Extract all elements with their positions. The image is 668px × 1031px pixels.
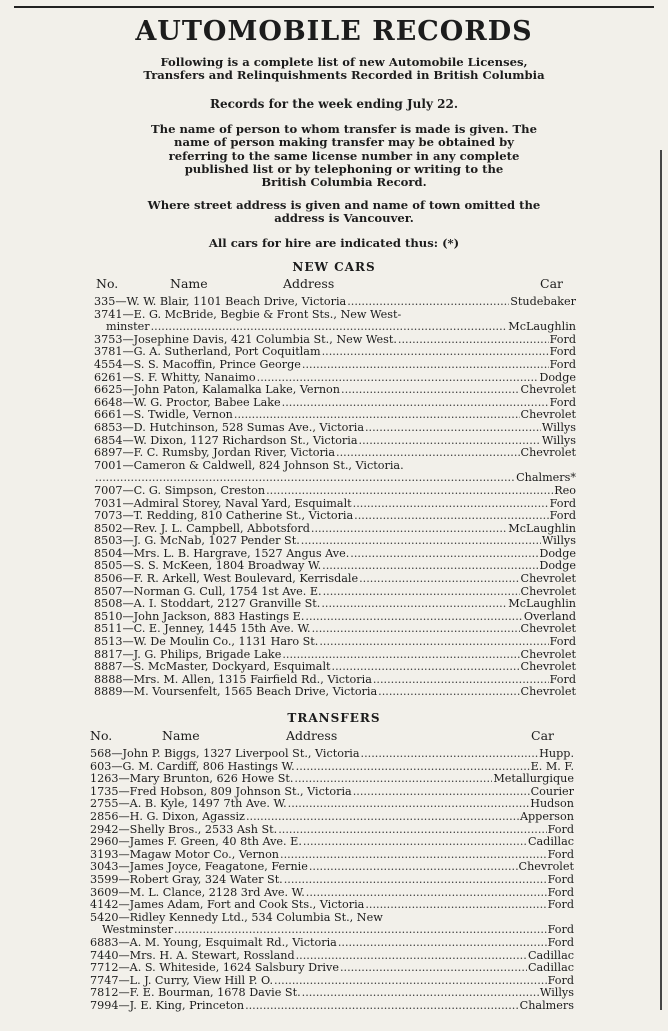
car-make: Willys <box>541 421 576 434</box>
leader-dots <box>280 849 547 862</box>
leader-dots <box>359 573 519 586</box>
note-line: British Columbia Record. <box>261 175 427 190</box>
listing-row <box>90 937 574 950</box>
car-make: Chevrolet <box>520 384 576 397</box>
listing-row <box>94 296 576 309</box>
listing-row <box>94 649 576 662</box>
entry-text: 6853—D. Hutchinson, 528 Sumas Ave., Victoria <box>94 421 364 434</box>
entry-text: 6261—S. F. Whitty, Nanaimo <box>94 371 256 384</box>
listing-row <box>94 409 576 422</box>
entry-text: 7001—Cameron & Caldwell, 824 Johnson St., Victoria. <box>94 459 404 472</box>
note-line: referring to the same license number in any complete <box>168 148 520 163</box>
listing-row <box>94 472 576 485</box>
leader-dots <box>296 761 530 774</box>
listing-row <box>90 761 574 774</box>
leader-dots <box>336 447 519 460</box>
entry-text: 7007—C. G. Simpson, Creston <box>94 484 266 497</box>
intro-paragraph <box>92 56 596 83</box>
car-make: Ford <box>549 396 576 409</box>
entry-text: 1735—Fred Hobson, 809 Johnson St., Victoria <box>90 785 352 798</box>
column-rule <box>660 150 662 1010</box>
car-make: Chevrolet <box>520 686 576 699</box>
car-make: Reo <box>554 484 576 497</box>
leader-dots <box>301 535 541 548</box>
listing-row <box>90 874 574 887</box>
leader-dots <box>365 899 546 912</box>
car-make: Ford <box>547 924 574 937</box>
listing-row <box>94 359 576 372</box>
entry-text: 8506—F. R. Arkell, West Boulevard, Kerrisdale <box>94 573 359 586</box>
leader-dots <box>284 874 547 887</box>
entry-text: 8889—M. Voursenfelt, 1565 Beach Drive, Victoria <box>94 686 378 699</box>
leader-dots <box>305 611 523 624</box>
car-make: McLaughlin <box>508 598 576 611</box>
leader-dots <box>322 560 538 573</box>
car-make: Ford <box>547 974 574 987</box>
leader-dots <box>311 523 507 536</box>
leader-dots <box>257 372 539 385</box>
leader-dots <box>322 346 549 359</box>
note-line: The name of person to whom transfer is made is given. The <box>151 122 537 136</box>
listing-row <box>94 623 576 636</box>
entry-text: 603—G. M. Cardiff, 806 Hastings W. <box>90 760 295 773</box>
entry-text: 8503—J. G. McNab, 1027 Pender St. <box>94 535 300 548</box>
leader-dots <box>151 321 508 334</box>
entry-text: 3609—M. L. Clance, 2128 3rd Ave. W. <box>90 886 305 899</box>
entry-text: 7994—J. E. King, Princeton <box>90 999 245 1012</box>
leader-dots <box>95 472 515 485</box>
listing-row <box>94 573 576 586</box>
intro-line: Following is a complete list of new Automobile Licenses, <box>160 55 528 69</box>
entry-text: 8887—S. McMaster, Dockyard, Esquimalt <box>94 661 331 674</box>
leader-dots <box>282 649 519 662</box>
street-note <box>92 199 596 226</box>
new-cars-title: NEW CARS <box>292 260 376 274</box>
transfers-list <box>90 748 574 1012</box>
entry-text: 3781—G. A. Sutherland, Port Coquitlam <box>94 346 321 359</box>
intro-line: Transfers and Relinquishments Recorded in British Columbia <box>143 68 545 83</box>
entry-text: 5420—Ridley Kennedy Ltd., 534 Columbia St., New <box>90 911 383 924</box>
leader-dots <box>323 586 520 599</box>
car-make: Ford <box>549 358 576 371</box>
listing-row <box>94 372 576 385</box>
car-make: Willys <box>541 535 576 548</box>
column-header-no: No. <box>96 276 119 291</box>
leader-dots <box>332 661 520 674</box>
listing-row <box>94 686 576 699</box>
listing-row <box>94 674 576 687</box>
car-make: Chevrolet <box>518 861 574 874</box>
hire-note: All cars for hire are indicated thus: (*) <box>208 236 460 250</box>
entry-text: 568—John P. Biggs, 1327 Liverpool St., Victoria <box>90 748 360 760</box>
car-make: Ford <box>547 936 574 949</box>
leader-dots <box>274 975 547 988</box>
leader-dots <box>321 598 507 611</box>
leader-dots <box>245 1000 519 1013</box>
car-make: Hupp. <box>539 748 574 760</box>
entry-text: 4142—James Adam, Fort and Cook Sts., Victoria <box>90 899 365 912</box>
entry-text: minster <box>106 321 150 334</box>
entry-text: 3599—Robert Gray, 324 Water St. <box>90 873 283 886</box>
listing-row <box>94 636 576 649</box>
car-make: Ford <box>549 636 576 649</box>
listing-row <box>90 887 574 900</box>
car-make: Chevrolet <box>520 409 576 422</box>
car-make: Cadillac <box>527 836 574 849</box>
car-make: Ford <box>547 848 574 861</box>
listing-row <box>94 422 576 435</box>
listing-row <box>94 510 576 523</box>
leader-dots <box>282 397 549 410</box>
car-make: Ford <box>549 346 576 359</box>
leader-dots <box>361 748 539 761</box>
leader-dots <box>353 786 530 799</box>
listing-row <box>90 798 574 811</box>
entry-text: 2960—James F. Green, 40 8th Ave. E. <box>90 836 302 849</box>
week-heading: Records for the week ending July 22. <box>210 97 458 111</box>
entry-text: 2942—Shelly Bros., 2533 Ash St. <box>90 823 278 836</box>
listing-row <box>94 661 576 674</box>
listing-row <box>94 397 576 410</box>
listing-row <box>94 321 576 334</box>
listing-row <box>94 485 576 498</box>
car-make: Dodge <box>539 560 576 573</box>
car-make: Ford <box>549 333 576 346</box>
entry-text: 3753—Josephine Davis, 421 Columbia St., New West. <box>94 333 397 346</box>
entry-text: Westminster <box>102 924 174 937</box>
column-header-car: Car <box>531 728 554 743</box>
car-make: McLaughlin <box>508 522 576 535</box>
page-title: AUTOMOBILE RECORDS <box>135 16 533 47</box>
listing-row <box>94 523 576 536</box>
car-make: Apperson <box>519 810 574 823</box>
car-make: Studebaker <box>510 296 576 308</box>
listing-row <box>90 912 574 925</box>
entry-text: 8888—Mrs. M. Allen, 1315 Fairfield Rd., Victoria <box>94 673 372 686</box>
leader-dots <box>365 422 541 435</box>
entry-text: 8817—J. G. Philips, Brigade Lake <box>94 648 282 661</box>
leader-dots <box>350 548 538 561</box>
car-make: McLaughlin <box>508 321 576 334</box>
entry-text: 2755—A. B. Kyle, 1497 7th Ave. W. <box>90 798 287 811</box>
car-make: Dodge <box>539 371 576 384</box>
entry-text: 1263—Mary Brunton, 626 Howe St. <box>90 773 294 786</box>
car-make: E. M. F. <box>530 760 574 773</box>
entry-text: 7073—T. Redding, 810 Catherine St., Victoria <box>94 510 354 523</box>
car-make: Cadillac <box>527 962 574 975</box>
car-make: Chalmers <box>519 999 574 1012</box>
listing-row <box>94 611 576 624</box>
listing-row <box>90 773 574 786</box>
transfer-note <box>92 123 596 189</box>
car-make: Chevrolet <box>520 585 576 598</box>
leader-dots <box>353 498 549 511</box>
listing-row <box>90 950 574 963</box>
leader-dots <box>288 798 530 811</box>
leader-dots <box>347 296 509 309</box>
listing-row <box>90 849 574 862</box>
column-header-name: Name <box>162 728 200 743</box>
entry-text: 3741—E. G. McBride, Begbie & Front Sts., New West- <box>94 308 402 321</box>
car-make: Courier <box>530 785 574 798</box>
leader-dots <box>319 636 548 649</box>
entry-text: 8511—C. E. Jenney, 1445 15th Ave. W. <box>94 623 311 636</box>
listing-row <box>90 987 574 1000</box>
car-make: Chevrolet <box>520 573 576 586</box>
column-header-address: Address <box>286 728 338 743</box>
leader-dots <box>306 887 547 900</box>
leader-dots <box>246 811 519 824</box>
entry-text: 6661—S. Twidle, Vernon <box>94 409 233 422</box>
leader-dots <box>398 334 549 347</box>
car-make: Chevrolet <box>520 648 576 661</box>
listing-row <box>94 460 576 473</box>
car-make: Overland <box>523 610 576 623</box>
entry-text: 7747—L. J. Curry, View Hill P. O. <box>90 974 274 987</box>
car-make: Ford <box>547 899 574 912</box>
top-rule <box>14 6 654 8</box>
listing-row <box>90 962 574 975</box>
entry-text: 6883—A. M. Young, Esquimalt Rd., Victoria <box>90 936 337 949</box>
listing-row <box>94 334 576 347</box>
car-make: Ford <box>547 886 574 899</box>
leader-dots <box>296 950 527 963</box>
note-line: name of person making transfer may be obtained by <box>174 135 514 150</box>
entry-text: 6897—F. C. Rumsby, Jordan River, Victoria <box>94 447 336 460</box>
car-make: Ford <box>549 497 576 510</box>
entry-text: 8513—W. De Moulin Co., 1131 Haro St. <box>94 636 319 649</box>
new-cars-list <box>94 296 576 699</box>
listing-row <box>90 899 574 912</box>
car-make: Chevrolet <box>520 623 576 636</box>
leader-dots <box>309 861 518 874</box>
leader-dots <box>312 623 520 636</box>
entry-text: 6648—W. G. Proctor, Babee Lake <box>94 396 281 409</box>
listing-row <box>94 346 576 359</box>
note-line: address is Vancouver. <box>274 211 414 226</box>
entry-text: 7031—Admiral Storey, Naval Yard, Esquimalt <box>94 497 352 510</box>
car-make: Cadillac <box>527 949 574 962</box>
listing-row <box>94 586 576 599</box>
entry-text: 7440—Mrs. H. A. Stewart, Rossland <box>90 949 295 962</box>
entry-text: 2856—H. G. Dixon, Agassiz <box>90 810 245 823</box>
listing-row <box>94 309 576 322</box>
car-make: Ford <box>547 873 574 886</box>
car-make: Chalmers* <box>516 472 576 485</box>
listing-row <box>94 598 576 611</box>
entry-text: 7712—A. S. Whiteside, 1624 Salsbury Drive <box>90 962 339 975</box>
leader-dots <box>266 485 553 498</box>
leader-dots <box>340 962 527 975</box>
listing-row <box>94 548 576 561</box>
car-make: Willys <box>541 434 576 447</box>
listing-row <box>90 811 574 824</box>
entry-text: 8508—A. I. Stoddart, 2127 Granville St. <box>94 598 321 611</box>
listing-row <box>94 560 576 573</box>
listing-row <box>90 836 574 849</box>
car-make: Hudson <box>530 798 574 811</box>
car-make: Ford <box>549 673 576 686</box>
entry-text: 3043—James Joyce, Feagatone, Fernie <box>90 861 308 874</box>
listing-row <box>90 975 574 988</box>
listing-row <box>94 447 576 460</box>
car-make: Metallurgique <box>493 773 574 786</box>
entry-text: 8502—Rev. J. L. Campbell, Abbotsford <box>94 522 310 535</box>
leader-dots <box>354 510 548 523</box>
leader-dots <box>303 836 527 849</box>
entry-text: 8507—Norman G. Cull, 1754 1st Ave. E. <box>94 585 322 598</box>
entry-text: 8510—John Jackson, 883 Hastings E. <box>94 610 305 623</box>
car-make: Chevrolet <box>520 447 576 460</box>
entry-text: 6854—W. Dixon, 1127 Richardson St., Victoria <box>94 434 358 447</box>
leader-dots <box>373 674 549 687</box>
listing-row <box>90 924 574 937</box>
leader-dots <box>234 409 520 422</box>
column-header-car: Car <box>540 276 563 291</box>
leader-dots <box>302 987 539 1000</box>
transfers-title: TRANSFERS <box>287 711 381 725</box>
listing-row <box>94 535 576 548</box>
listing-row <box>94 498 576 511</box>
car-make: Willys <box>539 987 574 1000</box>
note-line: published list or by telephoning or writing to the <box>184 161 504 176</box>
entry-text: 7812—F. E. Bourman, 1678 Davie St. <box>90 987 301 1000</box>
note-line: Where street address is given and name of town omitted the <box>147 198 541 212</box>
leader-dots <box>341 384 520 397</box>
leader-dots <box>338 937 547 950</box>
car-make: Ford <box>549 510 576 523</box>
listing-row <box>90 748 574 761</box>
leader-dots <box>174 924 547 937</box>
listing-row <box>94 435 576 448</box>
leader-dots <box>302 359 549 372</box>
leader-dots <box>278 824 546 837</box>
listing-row <box>90 786 574 799</box>
entry-text: 6625—John Paton, Kalamalka Lake, Vernon <box>94 384 341 397</box>
entry-text: 8504—Mrs. L. B. Hargrave, 1527 Angus Ave. <box>94 547 350 560</box>
listing-row <box>90 1000 574 1013</box>
listing-row <box>90 824 574 837</box>
entry-text: 4554—S. S. Macoffin, Prince George <box>94 358 301 371</box>
listing-row <box>90 861 574 874</box>
car-make: Dodge <box>539 547 576 560</box>
leader-dots <box>294 773 492 786</box>
leader-dots <box>378 686 519 699</box>
column-header-no: No. <box>90 728 113 743</box>
car-make: Ford <box>547 823 574 836</box>
column-header-name: Name <box>170 276 208 291</box>
column-header-address: Address <box>283 276 335 291</box>
leader-dots <box>359 435 541 448</box>
car-make: Chevrolet <box>520 661 576 674</box>
listing-row <box>94 384 576 397</box>
entry-text: 8505—S. S. McKeen, 1804 Broadway W. <box>94 560 322 573</box>
entry-text: 335—W. W. Blair, 1101 Beach Drive, Victoria <box>94 296 347 308</box>
entry-text: 3193—Magaw Motor Co., Vernon <box>90 848 280 861</box>
